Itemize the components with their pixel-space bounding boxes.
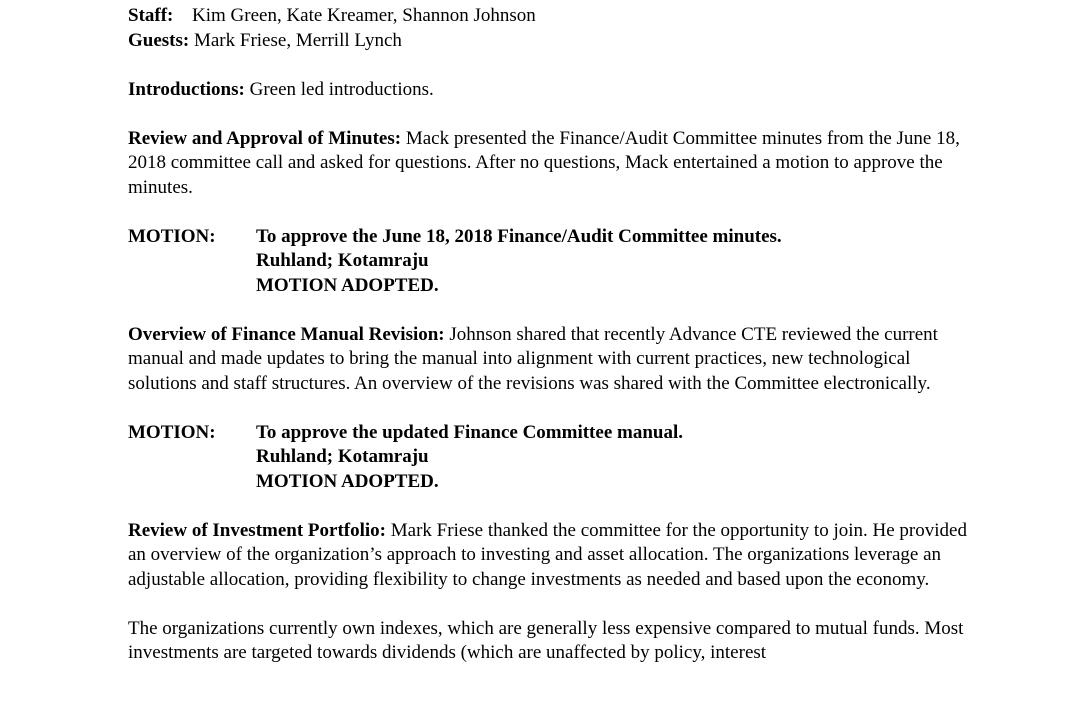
finance-manual-text: Johnson shared that recently Advance CTE reviewed the current manual and made updates to bring the manual into alignment with current practices, new technological solutions and staff structures. An overview of the revisions was shared with the Committee electronically. [128, 323, 938, 394]
document-page [128, 4, 978, 666]
introductions-text: Green led introductions. [249, 78, 434, 100]
motion-text: To approve the June 18, 2018 Finance/Audit Committee minutes. [256, 225, 782, 247]
staff-names: Kim Green, Kate Kreamer, Shannon Johnson [192, 5, 536, 26]
guests-line [128, 29, 978, 54]
motion-movers: Ruhland; Kotamraju [256, 250, 429, 271]
motion-block-1 [128, 225, 978, 299]
guests-names: Mark Friese, Merrill Lynch [193, 29, 402, 51]
motion-result: MOTION ADOPTED. [256, 470, 439, 492]
investment-heading: Review of Investment Portfolio: [128, 519, 387, 541]
staff-label: Staff: [128, 5, 174, 26]
minutes-review-text: Mack presented the Finance/Audit Committee minutes from the June 18, 2018 committee call and asked for questions. After no questions, Mack entertained a motion to approve the minutes. [128, 127, 960, 198]
minutes-review-heading: Review and Approval of Minutes: [128, 127, 402, 149]
motion-text: To approve the updated Finance Committee manual. [256, 421, 683, 443]
guests-label: Guests: [128, 29, 190, 51]
motion-result: MOTION ADOPTED. [256, 274, 439, 296]
investment-text: Mark Friese thanked the committee for the opportunity to join. He provided an overview of the organization’s approach to investing and asset allocation. The organizations leverage an adjustable allocation, providing flexibility to change investments as needed and based upon the economy. [128, 519, 967, 590]
investment-paragraph [128, 519, 978, 593]
motion-body [256, 421, 978, 495]
minutes-review-paragraph [128, 127, 978, 201]
motion-label: MOTION: [128, 225, 216, 247]
staff-line [128, 4, 978, 29]
motion-movers: Ruhland; Kotamraju [256, 446, 429, 467]
finance-manual-heading: Overview of Finance Manual Revision: [128, 323, 445, 345]
motion-label: MOTION: [128, 421, 216, 443]
motion-body [256, 225, 978, 299]
motion-block-2 [128, 421, 978, 495]
introductions-heading: Introductions: [128, 78, 245, 100]
investment-continued-paragraph: The organizations currently own indexes, which are generally less expensive compared to mutual funds. Most investments are targeted towards dividends (which are unaffected by policy, interest [128, 617, 964, 663]
finance-manual-paragraph [128, 323, 978, 397]
introductions-paragraph [128, 78, 978, 103]
